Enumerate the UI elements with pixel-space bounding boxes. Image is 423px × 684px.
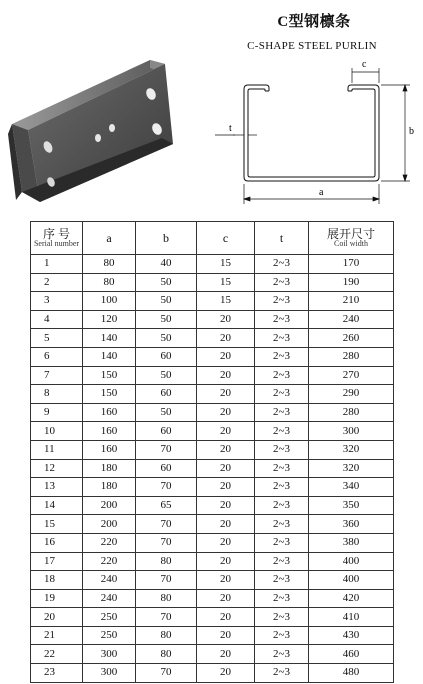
- header-a-label: a: [106, 230, 112, 245]
- header-t-label: t: [279, 230, 284, 245]
- table-row: [31, 478, 394, 497]
- cell-b: 60: [136, 347, 197, 366]
- cell-t: 2~3: [255, 533, 309, 552]
- table-header-row: [31, 222, 394, 255]
- cell-c: 20: [197, 533, 255, 552]
- cell-coil-width: 430: [309, 626, 394, 645]
- cell-c: 15: [197, 292, 255, 311]
- cell-coil-width: 410: [309, 608, 394, 627]
- cell-t: 2~3: [255, 571, 309, 590]
- cell-c: 15: [197, 273, 255, 292]
- cell-coil-width: 170: [309, 255, 394, 274]
- cell-coil-width: 320: [309, 459, 394, 478]
- cell-a: 220: [83, 552, 136, 571]
- table-row: [31, 403, 394, 422]
- cell-c: 20: [197, 571, 255, 590]
- cell-a: 160: [83, 422, 136, 441]
- dim-label-c: c: [362, 59, 367, 70]
- page-subtitle: C-SHAPE STEEL PURLIN: [247, 40, 377, 52]
- cell-t: 2~3: [255, 626, 309, 645]
- cell-c: 20: [197, 589, 255, 608]
- cell-coil-width: 280: [309, 347, 394, 366]
- cell-serial: 12: [31, 459, 83, 478]
- cell-coil-width: 400: [309, 552, 394, 571]
- cell-t: 2~3: [255, 664, 309, 683]
- cell-b: 70: [136, 608, 197, 627]
- cell-t: 2~3: [255, 329, 309, 348]
- table-row: [31, 626, 394, 645]
- cell-a: 240: [83, 571, 136, 590]
- cell-b: 50: [136, 329, 197, 348]
- cell-c: 20: [197, 496, 255, 515]
- cell-t: 2~3: [255, 310, 309, 329]
- cell-b: 50: [136, 310, 197, 329]
- table-row: [31, 664, 394, 683]
- cell-b: 70: [136, 478, 197, 497]
- cell-coil-width: 360: [309, 515, 394, 534]
- cell-coil-width: 290: [309, 385, 394, 404]
- cell-serial: 16: [31, 533, 83, 552]
- cell-b: 70: [136, 571, 197, 590]
- cell-serial: 9: [31, 403, 83, 422]
- cell-t: 2~3: [255, 292, 309, 311]
- cell-coil-width: 340: [309, 478, 394, 497]
- table-row: [31, 273, 394, 292]
- cell-coil-width: 460: [309, 645, 394, 664]
- cell-c: 20: [197, 347, 255, 366]
- table-row: [31, 496, 394, 515]
- cell-serial: 13: [31, 478, 83, 497]
- cell-coil-width: 260: [309, 329, 394, 348]
- cell-a: 100: [83, 292, 136, 311]
- cell-coil-width: 240: [309, 310, 394, 329]
- header-serial-en: Serial number: [33, 239, 80, 249]
- table-row: [31, 329, 394, 348]
- cell-a: 140: [83, 347, 136, 366]
- cell-t: 2~3: [255, 273, 309, 292]
- table-row: [31, 515, 394, 534]
- cell-c: 20: [197, 310, 255, 329]
- cell-serial: 18: [31, 571, 83, 590]
- cell-a: 300: [83, 645, 136, 664]
- table-row: [31, 571, 394, 590]
- cell-coil-width: 190: [309, 273, 394, 292]
- cell-coil-width: 210: [309, 292, 394, 311]
- cell-c: 20: [197, 608, 255, 627]
- cell-t: 2~3: [255, 496, 309, 515]
- table-row: [31, 533, 394, 552]
- cell-c: 20: [197, 515, 255, 534]
- cell-b: 50: [136, 292, 197, 311]
- cell-a: 200: [83, 515, 136, 534]
- purlin-photo: [0, 52, 185, 202]
- cell-c: 20: [197, 552, 255, 571]
- cell-serial: 17: [31, 552, 83, 571]
- cell-serial: 22: [31, 645, 83, 664]
- cell-b: 40: [136, 255, 197, 274]
- table-row: [31, 552, 394, 571]
- cell-c: 20: [197, 329, 255, 348]
- cell-b: 70: [136, 440, 197, 459]
- cell-c: 20: [197, 664, 255, 683]
- cell-b: 80: [136, 552, 197, 571]
- header-serial: [31, 222, 83, 255]
- cell-a: 160: [83, 440, 136, 459]
- header-t: [255, 222, 309, 255]
- cell-c: 20: [197, 385, 255, 404]
- cell-t: 2~3: [255, 366, 309, 385]
- cell-c: 20: [197, 478, 255, 497]
- table-row: [31, 459, 394, 478]
- cell-coil-width: 300: [309, 422, 394, 441]
- cell-serial: 21: [31, 626, 83, 645]
- cell-a: 150: [83, 385, 136, 404]
- cell-serial: 15: [31, 515, 83, 534]
- table-row: [31, 255, 394, 274]
- cell-coil-width: 350: [309, 496, 394, 515]
- dim-label-b: b: [409, 126, 414, 137]
- table-row: [31, 292, 394, 311]
- cell-b: 60: [136, 459, 197, 478]
- cell-a: 80: [83, 273, 136, 292]
- table-row: [31, 385, 394, 404]
- cell-b: 80: [136, 645, 197, 664]
- cell-t: 2~3: [255, 422, 309, 441]
- cell-t: 2~3: [255, 440, 309, 459]
- cell-b: 65: [136, 496, 197, 515]
- cell-serial: 23: [31, 664, 83, 683]
- table-row: [31, 589, 394, 608]
- cell-a: 200: [83, 496, 136, 515]
- cell-b: 70: [136, 515, 197, 534]
- cell-a: 80: [83, 255, 136, 274]
- cell-a: 180: [83, 478, 136, 497]
- header-serial-cn: 序 号: [42, 226, 70, 241]
- cell-b: 80: [136, 589, 197, 608]
- cell-c: 20: [197, 366, 255, 385]
- dim-label-a: a: [319, 187, 324, 198]
- cell-b: 70: [136, 664, 197, 683]
- cell-coil-width: 380: [309, 533, 394, 552]
- table-row: [31, 422, 394, 441]
- header-c: [197, 222, 255, 255]
- cell-serial: 7: [31, 366, 83, 385]
- cell-a: 160: [83, 403, 136, 422]
- cell-t: 2~3: [255, 403, 309, 422]
- cell-t: 2~3: [255, 459, 309, 478]
- cell-serial: 19: [31, 589, 83, 608]
- cell-serial: 1: [31, 255, 83, 274]
- header-b-label: b: [163, 230, 169, 245]
- c-section-diagram: [205, 54, 423, 212]
- cell-t: 2~3: [255, 347, 309, 366]
- cell-a: 150: [83, 366, 136, 385]
- cell-serial: 4: [31, 310, 83, 329]
- cell-a: 250: [83, 626, 136, 645]
- header-coil-width-en: Coil width: [333, 239, 368, 249]
- cell-t: 2~3: [255, 589, 309, 608]
- cell-coil-width: 480: [309, 664, 394, 683]
- cell-serial: 10: [31, 422, 83, 441]
- cell-coil-width: 320: [309, 440, 394, 459]
- cell-serial: 20: [31, 608, 83, 627]
- cell-coil-width: 420: [309, 589, 394, 608]
- cell-t: 2~3: [255, 255, 309, 274]
- dim-label-t: t: [229, 123, 232, 134]
- table-row: [31, 310, 394, 329]
- cell-serial: 14: [31, 496, 83, 515]
- cell-serial: 2: [31, 273, 83, 292]
- cell-serial: 3: [31, 292, 83, 311]
- header-coil-width-cn: 展开尺寸: [326, 226, 375, 241]
- cell-b: 80: [136, 626, 197, 645]
- header-coil-width: [309, 222, 394, 255]
- cell-t: 2~3: [255, 385, 309, 404]
- cell-serial: 8: [31, 385, 83, 404]
- header-a: [83, 222, 136, 255]
- cell-c: 20: [197, 626, 255, 645]
- cell-serial: 6: [31, 347, 83, 366]
- cell-b: 50: [136, 273, 197, 292]
- page-title: C型钢檩条: [277, 14, 351, 30]
- cell-a: 140: [83, 329, 136, 348]
- cell-c: 20: [197, 440, 255, 459]
- cell-a: 180: [83, 459, 136, 478]
- cell-coil-width: 280: [309, 403, 394, 422]
- cell-c: 20: [197, 459, 255, 478]
- cell-b: 50: [136, 403, 197, 422]
- cell-t: 2~3: [255, 552, 309, 571]
- cell-a: 250: [83, 608, 136, 627]
- table-row: [31, 366, 394, 385]
- cell-t: 2~3: [255, 645, 309, 664]
- cell-c: 20: [197, 422, 255, 441]
- cell-b: 60: [136, 422, 197, 441]
- cell-c: 20: [197, 403, 255, 422]
- cell-t: 2~3: [255, 515, 309, 534]
- cell-a: 300: [83, 664, 136, 683]
- cell-t: 2~3: [255, 608, 309, 627]
- cell-serial: 5: [31, 329, 83, 348]
- cell-a: 240: [83, 589, 136, 608]
- cell-b: 60: [136, 385, 197, 404]
- cell-b: 70: [136, 533, 197, 552]
- cell-b: 50: [136, 366, 197, 385]
- table-row: [31, 347, 394, 366]
- cell-a: 220: [83, 533, 136, 552]
- table-row: [31, 440, 394, 459]
- cell-c: 15: [197, 255, 255, 274]
- cell-a: 120: [83, 310, 136, 329]
- header-c-label: c: [222, 230, 229, 245]
- purlin-spec-table: [30, 221, 394, 683]
- cell-c: 20: [197, 645, 255, 664]
- header-b: [136, 222, 197, 255]
- cell-serial: 11: [31, 440, 83, 459]
- table-row: [31, 608, 394, 627]
- cell-coil-width: 400: [309, 571, 394, 590]
- cell-coil-width: 270: [309, 366, 394, 385]
- table-row: [31, 645, 394, 664]
- cell-t: 2~3: [255, 478, 309, 497]
